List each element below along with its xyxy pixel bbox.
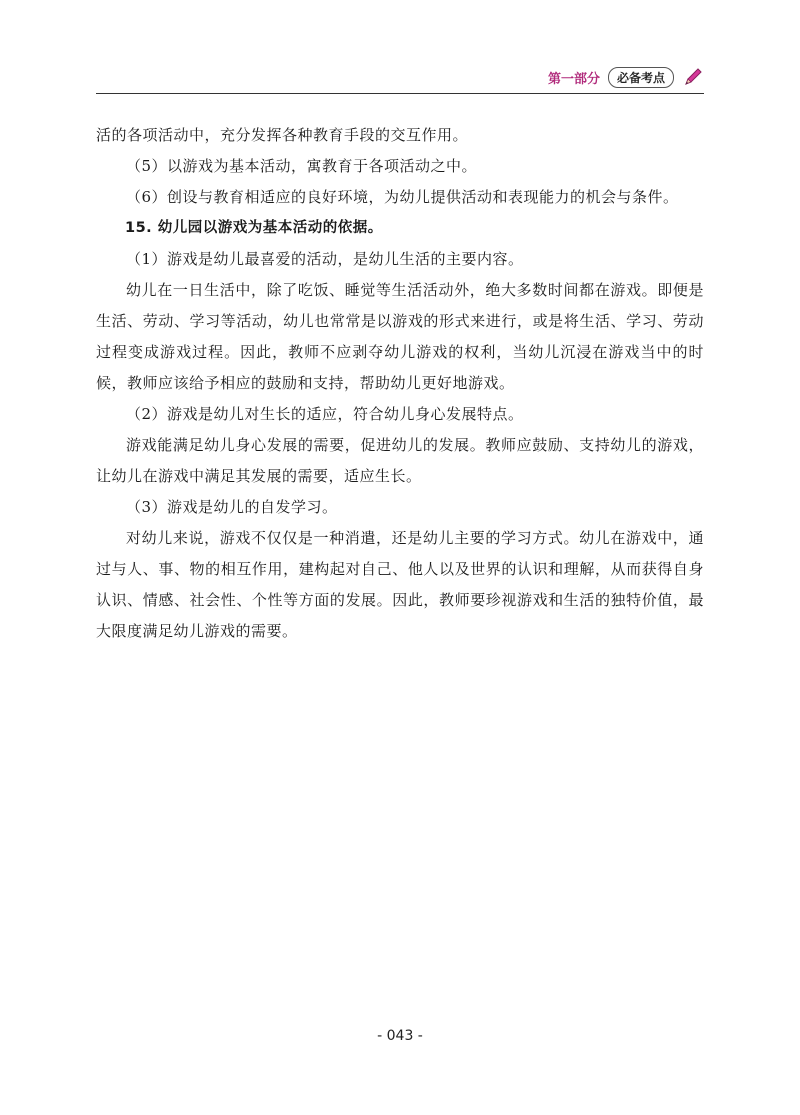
paragraph: （6）创设与教育相适应的良好环境，为幼儿提供活动和表现能力的机会与条件。: [126, 188, 679, 206]
paragraph: 活的各项活动中，充分发挥各种教育手段的交互作用。: [96, 126, 469, 144]
header-divider: [96, 93, 704, 94]
paragraph: （5）以游戏为基本活动，寓教育于各项活动之中。: [126, 157, 478, 175]
page-number: - 043 -: [377, 1028, 423, 1044]
paragraph: 幼儿在一日生活中，除了吃饭、睡觉等生活活动外，绝大多数时间都在游戏。即便是生活、劳动、学习等活动，幼儿也常常是以游戏的形式来进行，或是将生活、学习、劳动过程变成游戏过程。因此，教师不应剥夺幼儿游戏的权利，当幼儿沉浸在游戏当中的时候，教师应该给予相应的鼓励和支持，帮助幼儿更好地游戏。: [96, 281, 704, 392]
paragraph: （2）游戏是幼儿对生长的适应，符合幼儿身心发展特点。: [126, 405, 524, 423]
section-label: 必备考点: [608, 67, 674, 88]
paragraph: 游戏能满足幼儿身心发展的需要，促进幼儿的发展。教师应鼓励、支持幼儿的游戏，让幼儿在游戏中满足其发展的需要，适应生长。: [96, 436, 704, 485]
paragraph: （1）游戏是幼儿最喜爱的活动，是幼儿生活的主要内容。: [126, 250, 524, 268]
page-header: [96, 64, 704, 94]
section-heading: 15. 幼儿园以游戏为基本活动的依据。: [125, 220, 383, 236]
pencil-icon: [682, 66, 704, 88]
paragraph: 对幼儿来说，游戏不仅仅是一种消遣，还是幼儿主要的学习方式。幼儿在游戏中，通过与人、事、物的相互作用，建构起对自己、他人以及世界的认识和理解，从而获得自身认识、情感、社会性、个性等方面的发展。因此，教师要珍视游戏和生活的独特价值，最大限度满足幼儿游戏的需要。: [96, 529, 704, 640]
part-label: 第一部分: [547, 71, 600, 87]
header-labels: [548, 66, 704, 88]
document-body: [96, 120, 704, 647]
paragraph: （3）游戏是幼儿的自发学习。: [126, 498, 338, 516]
